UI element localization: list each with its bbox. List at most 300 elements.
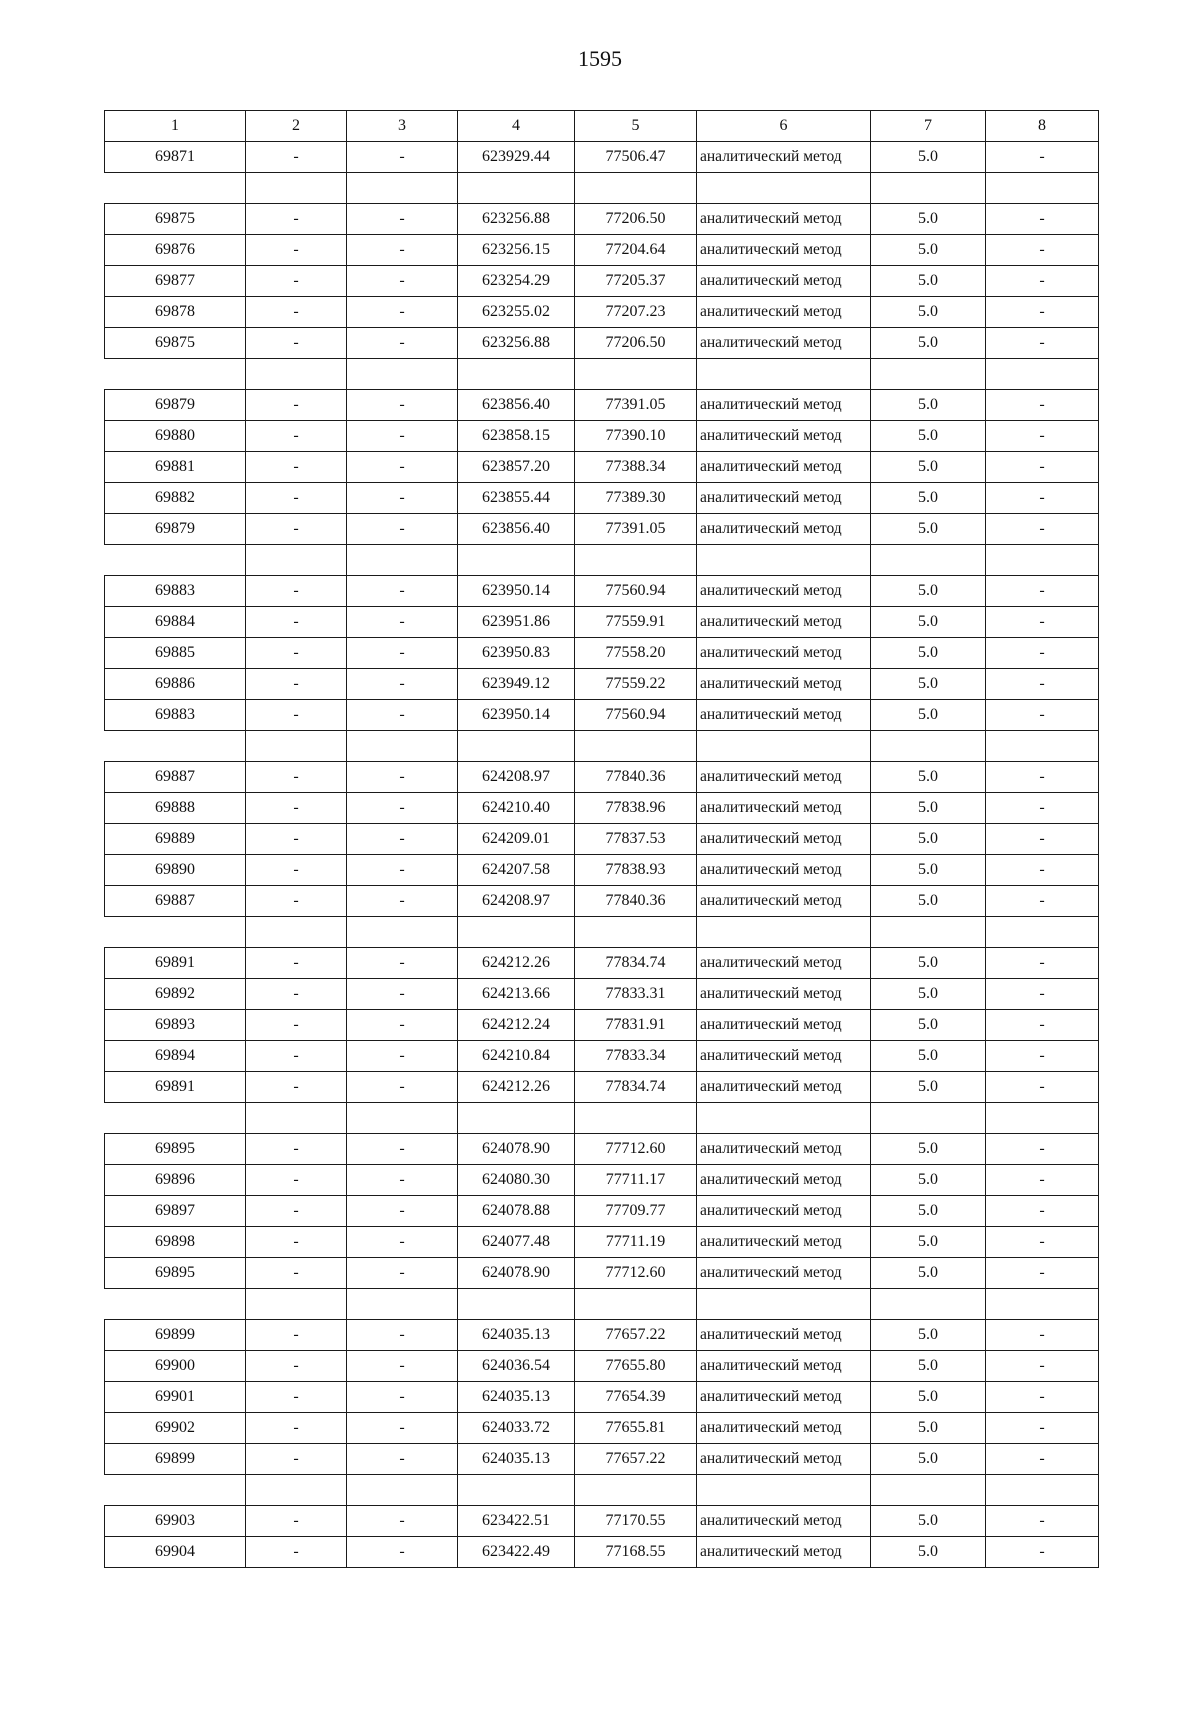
y-coordinate-cell: 77711.17 bbox=[575, 1165, 697, 1196]
y-coordinate-cell: 77834.74 bbox=[575, 1072, 697, 1103]
col2-cell: - bbox=[246, 793, 347, 824]
col3-cell: - bbox=[347, 855, 458, 886]
table-row bbox=[105, 1196, 1099, 1227]
empty-cell bbox=[458, 1475, 575, 1506]
col3-cell: - bbox=[347, 1227, 458, 1258]
table-row bbox=[105, 979, 1099, 1010]
col3-cell: - bbox=[347, 204, 458, 235]
x-coordinate-cell: 623256.88 bbox=[458, 204, 575, 235]
col3-cell: - bbox=[347, 948, 458, 979]
col8-cell: - bbox=[986, 1258, 1099, 1289]
col2-cell: - bbox=[246, 1537, 347, 1568]
empty-cell bbox=[105, 917, 246, 948]
column-header: 6 bbox=[697, 111, 871, 142]
y-coordinate-cell: 77206.50 bbox=[575, 328, 697, 359]
point-number-cell: 69879 bbox=[105, 514, 246, 545]
col2-cell: - bbox=[246, 1444, 347, 1475]
group-separator-row bbox=[105, 1475, 1099, 1506]
empty-cell bbox=[871, 173, 986, 204]
accuracy-cell: 5.0 bbox=[871, 948, 986, 979]
col2-cell: - bbox=[246, 1041, 347, 1072]
point-number-cell: 69887 bbox=[105, 762, 246, 793]
method-cell: аналитический метод bbox=[697, 1320, 871, 1351]
y-coordinate-cell: 77390.10 bbox=[575, 421, 697, 452]
col3-cell: - bbox=[347, 1413, 458, 1444]
x-coordinate-cell: 623256.15 bbox=[458, 235, 575, 266]
col8-cell: - bbox=[986, 421, 1099, 452]
point-number-cell: 69896 bbox=[105, 1165, 246, 1196]
col2-cell: - bbox=[246, 1351, 347, 1382]
point-number-cell: 69886 bbox=[105, 669, 246, 700]
col8-cell: - bbox=[986, 824, 1099, 855]
y-coordinate-cell: 77833.31 bbox=[575, 979, 697, 1010]
y-coordinate-cell: 77837.53 bbox=[575, 824, 697, 855]
col2-cell: - bbox=[246, 1413, 347, 1444]
y-coordinate-cell: 77654.39 bbox=[575, 1382, 697, 1413]
col3-cell: - bbox=[347, 1537, 458, 1568]
col2-cell: - bbox=[246, 204, 347, 235]
empty-cell bbox=[347, 1289, 458, 1320]
method-cell: аналитический метод bbox=[697, 328, 871, 359]
empty-cell bbox=[458, 1103, 575, 1134]
table-row bbox=[105, 948, 1099, 979]
col3-cell: - bbox=[347, 235, 458, 266]
col8-cell: - bbox=[986, 700, 1099, 731]
empty-cell bbox=[871, 545, 986, 576]
col8-cell: - bbox=[986, 607, 1099, 638]
empty-cell bbox=[246, 1289, 347, 1320]
method-cell: аналитический метод bbox=[697, 1041, 871, 1072]
col8-cell: - bbox=[986, 1382, 1099, 1413]
col2-cell: - bbox=[246, 142, 347, 173]
accuracy-cell: 5.0 bbox=[871, 297, 986, 328]
col3-cell: - bbox=[347, 576, 458, 607]
x-coordinate-cell: 623950.14 bbox=[458, 700, 575, 731]
group-separator-row bbox=[105, 359, 1099, 390]
col8-cell: - bbox=[986, 1351, 1099, 1382]
x-coordinate-cell: 623858.15 bbox=[458, 421, 575, 452]
col2-cell: - bbox=[246, 1010, 347, 1041]
group-separator-row bbox=[105, 731, 1099, 762]
table-row bbox=[105, 204, 1099, 235]
x-coordinate-cell: 624035.13 bbox=[458, 1320, 575, 1351]
accuracy-cell: 5.0 bbox=[871, 638, 986, 669]
empty-cell bbox=[347, 359, 458, 390]
x-coordinate-cell: 624078.90 bbox=[458, 1258, 575, 1289]
col2-cell: - bbox=[246, 638, 347, 669]
point-number-cell: 69876 bbox=[105, 235, 246, 266]
x-coordinate-cell: 623949.12 bbox=[458, 669, 575, 700]
empty-cell bbox=[105, 1103, 246, 1134]
col2-cell: - bbox=[246, 1320, 347, 1351]
y-coordinate-cell: 77655.81 bbox=[575, 1413, 697, 1444]
col8-cell: - bbox=[986, 1134, 1099, 1165]
col8-cell: - bbox=[986, 855, 1099, 886]
col2-cell: - bbox=[246, 1227, 347, 1258]
col3-cell: - bbox=[347, 514, 458, 545]
point-number-cell: 69891 bbox=[105, 948, 246, 979]
point-number-cell: 69901 bbox=[105, 1382, 246, 1413]
method-cell: аналитический метод bbox=[697, 700, 871, 731]
col2-cell: - bbox=[246, 421, 347, 452]
col3-cell: - bbox=[347, 886, 458, 917]
col2-cell: - bbox=[246, 328, 347, 359]
col8-cell: - bbox=[986, 1072, 1099, 1103]
col2-cell: - bbox=[246, 669, 347, 700]
table-row bbox=[105, 390, 1099, 421]
col8-cell: - bbox=[986, 1413, 1099, 1444]
col3-cell: - bbox=[347, 1072, 458, 1103]
y-coordinate-cell: 77840.36 bbox=[575, 886, 697, 917]
col3-cell: - bbox=[347, 390, 458, 421]
point-number-cell: 69888 bbox=[105, 793, 246, 824]
col3-cell: - bbox=[347, 1258, 458, 1289]
col8-cell: - bbox=[986, 793, 1099, 824]
col2-cell: - bbox=[246, 1196, 347, 1227]
table-row bbox=[105, 1351, 1099, 1382]
table-row bbox=[105, 1134, 1099, 1165]
method-cell: аналитический метод bbox=[697, 204, 871, 235]
method-cell: аналитический метод bbox=[697, 390, 871, 421]
point-number-cell: 69895 bbox=[105, 1134, 246, 1165]
method-cell: аналитический метод bbox=[697, 824, 871, 855]
col8-cell: - bbox=[986, 1041, 1099, 1072]
col2-cell: - bbox=[246, 1382, 347, 1413]
col2-cell: - bbox=[246, 1165, 347, 1196]
col2-cell: - bbox=[246, 607, 347, 638]
empty-cell bbox=[458, 1289, 575, 1320]
point-number-cell: 69899 bbox=[105, 1320, 246, 1351]
col3-cell: - bbox=[347, 793, 458, 824]
accuracy-cell: 5.0 bbox=[871, 1258, 986, 1289]
col3-cell: - bbox=[347, 328, 458, 359]
method-cell: аналитический метод bbox=[697, 514, 871, 545]
table-row bbox=[105, 483, 1099, 514]
col3-cell: - bbox=[347, 266, 458, 297]
point-number-cell: 69897 bbox=[105, 1196, 246, 1227]
column-header: 8 bbox=[986, 111, 1099, 142]
table-row bbox=[105, 793, 1099, 824]
col2-cell: - bbox=[246, 297, 347, 328]
empty-cell bbox=[871, 731, 986, 762]
empty-cell bbox=[697, 359, 871, 390]
point-number-cell: 69891 bbox=[105, 1072, 246, 1103]
table-row bbox=[105, 700, 1099, 731]
col8-cell: - bbox=[986, 669, 1099, 700]
col8-cell: - bbox=[986, 328, 1099, 359]
col2-cell: - bbox=[246, 483, 347, 514]
col3-cell: - bbox=[347, 700, 458, 731]
x-coordinate-cell: 624208.97 bbox=[458, 886, 575, 917]
method-cell: аналитический метод bbox=[697, 669, 871, 700]
empty-cell bbox=[246, 731, 347, 762]
table-row bbox=[105, 1537, 1099, 1568]
method-cell: аналитический метод bbox=[697, 1382, 871, 1413]
x-coordinate-cell: 624078.90 bbox=[458, 1134, 575, 1165]
method-cell: аналитический метод bbox=[697, 1537, 871, 1568]
accuracy-cell: 5.0 bbox=[871, 669, 986, 700]
col8-cell: - bbox=[986, 142, 1099, 173]
x-coordinate-cell: 623929.44 bbox=[458, 142, 575, 173]
point-number-cell: 69883 bbox=[105, 576, 246, 607]
col8-cell: - bbox=[986, 979, 1099, 1010]
accuracy-cell: 5.0 bbox=[871, 1382, 986, 1413]
empty-cell bbox=[458, 545, 575, 576]
x-coordinate-cell: 624077.48 bbox=[458, 1227, 575, 1258]
x-coordinate-cell: 623950.83 bbox=[458, 638, 575, 669]
y-coordinate-cell: 77206.50 bbox=[575, 204, 697, 235]
y-coordinate-cell: 77391.05 bbox=[575, 514, 697, 545]
col2-cell: - bbox=[246, 576, 347, 607]
table-row bbox=[105, 1506, 1099, 1537]
accuracy-cell: 5.0 bbox=[871, 576, 986, 607]
col2-cell: - bbox=[246, 1506, 347, 1537]
empty-cell bbox=[986, 359, 1099, 390]
y-coordinate-cell: 77389.30 bbox=[575, 483, 697, 514]
col8-cell: - bbox=[986, 576, 1099, 607]
x-coordinate-cell: 624033.72 bbox=[458, 1413, 575, 1444]
empty-cell bbox=[697, 173, 871, 204]
empty-cell bbox=[575, 917, 697, 948]
x-coordinate-cell: 624207.58 bbox=[458, 855, 575, 886]
table-row bbox=[105, 235, 1099, 266]
table-row bbox=[105, 297, 1099, 328]
col3-cell: - bbox=[347, 1320, 458, 1351]
table-row bbox=[105, 669, 1099, 700]
point-number-cell: 69887 bbox=[105, 886, 246, 917]
x-coordinate-cell: 624213.66 bbox=[458, 979, 575, 1010]
empty-cell bbox=[246, 1475, 347, 1506]
method-cell: аналитический метод bbox=[697, 1506, 871, 1537]
empty-cell bbox=[347, 173, 458, 204]
method-cell: аналитический метод bbox=[697, 793, 871, 824]
point-number-cell: 69895 bbox=[105, 1258, 246, 1289]
point-number-cell: 69875 bbox=[105, 204, 246, 235]
column-header: 2 bbox=[246, 111, 347, 142]
method-cell: аналитический метод bbox=[697, 1258, 871, 1289]
point-number-cell: 69900 bbox=[105, 1351, 246, 1382]
col2-cell: - bbox=[246, 824, 347, 855]
x-coordinate-cell: 623856.40 bbox=[458, 390, 575, 421]
empty-cell bbox=[871, 359, 986, 390]
col8-cell: - bbox=[986, 390, 1099, 421]
y-coordinate-cell: 77831.91 bbox=[575, 1010, 697, 1041]
y-coordinate-cell: 77558.20 bbox=[575, 638, 697, 669]
table-row bbox=[105, 1320, 1099, 1351]
empty-cell bbox=[871, 1103, 986, 1134]
x-coordinate-cell: 623254.29 bbox=[458, 266, 575, 297]
empty-cell bbox=[871, 1289, 986, 1320]
col2-cell: - bbox=[246, 514, 347, 545]
header-row bbox=[105, 111, 1099, 142]
col2-cell: - bbox=[246, 1258, 347, 1289]
col2-cell: - bbox=[246, 886, 347, 917]
x-coordinate-cell: 623255.02 bbox=[458, 297, 575, 328]
point-number-cell: 69904 bbox=[105, 1537, 246, 1568]
point-number-cell: 69893 bbox=[105, 1010, 246, 1041]
x-coordinate-cell: 623950.14 bbox=[458, 576, 575, 607]
method-cell: аналитический метод bbox=[697, 1444, 871, 1475]
col8-cell: - bbox=[986, 886, 1099, 917]
y-coordinate-cell: 77838.93 bbox=[575, 855, 697, 886]
col8-cell: - bbox=[986, 266, 1099, 297]
col2-cell: - bbox=[246, 452, 347, 483]
empty-cell bbox=[575, 731, 697, 762]
column-header: 1 bbox=[105, 111, 246, 142]
col8-cell: - bbox=[986, 1506, 1099, 1537]
x-coordinate-cell: 624212.26 bbox=[458, 1072, 575, 1103]
col8-cell: - bbox=[986, 1537, 1099, 1568]
col2-cell: - bbox=[246, 948, 347, 979]
method-cell: аналитический метод bbox=[697, 452, 871, 483]
method-cell: аналитический метод bbox=[697, 142, 871, 173]
table-row bbox=[105, 1165, 1099, 1196]
accuracy-cell: 5.0 bbox=[871, 762, 986, 793]
accuracy-cell: 5.0 bbox=[871, 979, 986, 1010]
col3-cell: - bbox=[347, 297, 458, 328]
empty-cell bbox=[105, 1289, 246, 1320]
method-cell: аналитический метод bbox=[697, 421, 871, 452]
accuracy-cell: 5.0 bbox=[871, 700, 986, 731]
point-number-cell: 69883 bbox=[105, 700, 246, 731]
empty-cell bbox=[458, 359, 575, 390]
col2-cell: - bbox=[246, 266, 347, 297]
table-row bbox=[105, 514, 1099, 545]
y-coordinate-cell: 77204.64 bbox=[575, 235, 697, 266]
point-number-cell: 69877 bbox=[105, 266, 246, 297]
col3-cell: - bbox=[347, 824, 458, 855]
accuracy-cell: 5.0 bbox=[871, 1506, 986, 1537]
point-number-cell: 69890 bbox=[105, 855, 246, 886]
method-cell: аналитический метод bbox=[697, 948, 871, 979]
method-cell: аналитический метод bbox=[697, 638, 871, 669]
point-number-cell: 69902 bbox=[105, 1413, 246, 1444]
y-coordinate-cell: 77506.47 bbox=[575, 142, 697, 173]
y-coordinate-cell: 77838.96 bbox=[575, 793, 697, 824]
y-coordinate-cell: 77168.55 bbox=[575, 1537, 697, 1568]
col3-cell: - bbox=[347, 1134, 458, 1165]
col3-cell: - bbox=[347, 1351, 458, 1382]
empty-cell bbox=[697, 1289, 871, 1320]
x-coordinate-cell: 624078.88 bbox=[458, 1196, 575, 1227]
point-number-cell: 69892 bbox=[105, 979, 246, 1010]
x-coordinate-cell: 624210.40 bbox=[458, 793, 575, 824]
empty-cell bbox=[575, 1475, 697, 1506]
method-cell: аналитический метод bbox=[697, 855, 871, 886]
group-separator-row bbox=[105, 917, 1099, 948]
col8-cell: - bbox=[986, 762, 1099, 793]
empty-cell bbox=[697, 1103, 871, 1134]
point-number-cell: 69878 bbox=[105, 297, 246, 328]
col3-cell: - bbox=[347, 1041, 458, 1072]
accuracy-cell: 5.0 bbox=[871, 855, 986, 886]
col2-cell: - bbox=[246, 762, 347, 793]
y-coordinate-cell: 77712.60 bbox=[575, 1258, 697, 1289]
col8-cell: - bbox=[986, 1165, 1099, 1196]
accuracy-cell: 5.0 bbox=[871, 1537, 986, 1568]
empty-cell bbox=[246, 545, 347, 576]
y-coordinate-cell: 77559.22 bbox=[575, 669, 697, 700]
accuracy-cell: 5.0 bbox=[871, 1444, 986, 1475]
method-cell: аналитический метод bbox=[697, 235, 871, 266]
col3-cell: - bbox=[347, 1382, 458, 1413]
table-row bbox=[105, 452, 1099, 483]
empty-cell bbox=[575, 545, 697, 576]
empty-cell bbox=[697, 1475, 871, 1506]
table-row bbox=[105, 607, 1099, 638]
col3-cell: - bbox=[347, 607, 458, 638]
col2-cell: - bbox=[246, 700, 347, 731]
accuracy-cell: 5.0 bbox=[871, 1165, 986, 1196]
x-coordinate-cell: 624080.30 bbox=[458, 1165, 575, 1196]
empty-cell bbox=[986, 173, 1099, 204]
col2-cell: - bbox=[246, 979, 347, 1010]
table-row bbox=[105, 1382, 1099, 1413]
table-row bbox=[105, 1072, 1099, 1103]
y-coordinate-cell: 77170.55 bbox=[575, 1506, 697, 1537]
y-coordinate-cell: 77833.34 bbox=[575, 1041, 697, 1072]
point-number-cell: 69884 bbox=[105, 607, 246, 638]
col8-cell: - bbox=[986, 638, 1099, 669]
column-header: 3 bbox=[347, 111, 458, 142]
table-row bbox=[105, 421, 1099, 452]
empty-cell bbox=[986, 545, 1099, 576]
y-coordinate-cell: 77655.80 bbox=[575, 1351, 697, 1382]
empty-cell bbox=[575, 173, 697, 204]
y-coordinate-cell: 77657.22 bbox=[575, 1320, 697, 1351]
col8-cell: - bbox=[986, 452, 1099, 483]
empty-cell bbox=[986, 731, 1099, 762]
empty-cell bbox=[246, 917, 347, 948]
empty-cell bbox=[347, 917, 458, 948]
point-number-cell: 69889 bbox=[105, 824, 246, 855]
column-header: 4 bbox=[458, 111, 575, 142]
x-coordinate-cell: 624036.54 bbox=[458, 1351, 575, 1382]
col8-cell: - bbox=[986, 948, 1099, 979]
empty-cell bbox=[871, 1475, 986, 1506]
accuracy-cell: 5.0 bbox=[871, 514, 986, 545]
table-row bbox=[105, 1258, 1099, 1289]
col3-cell: - bbox=[347, 1196, 458, 1227]
col3-cell: - bbox=[347, 452, 458, 483]
method-cell: аналитический метод bbox=[697, 979, 871, 1010]
empty-cell bbox=[575, 1103, 697, 1134]
method-cell: аналитический метод bbox=[697, 607, 871, 638]
table-row bbox=[105, 266, 1099, 297]
method-cell: аналитический метод bbox=[697, 886, 871, 917]
col8-cell: - bbox=[986, 1227, 1099, 1258]
accuracy-cell: 5.0 bbox=[871, 1227, 986, 1258]
y-coordinate-cell: 77712.60 bbox=[575, 1134, 697, 1165]
col3-cell: - bbox=[347, 1010, 458, 1041]
y-coordinate-cell: 77391.05 bbox=[575, 390, 697, 421]
accuracy-cell: 5.0 bbox=[871, 1320, 986, 1351]
y-coordinate-cell: 77711.19 bbox=[575, 1227, 697, 1258]
col2-cell: - bbox=[246, 855, 347, 886]
table-row bbox=[105, 142, 1099, 173]
table-row bbox=[105, 824, 1099, 855]
method-cell: аналитический метод bbox=[697, 762, 871, 793]
y-coordinate-cell: 77709.77 bbox=[575, 1196, 697, 1227]
empty-cell bbox=[871, 917, 986, 948]
empty-cell bbox=[458, 173, 575, 204]
method-cell: аналитический метод bbox=[697, 1413, 871, 1444]
method-cell: аналитический метод bbox=[697, 266, 871, 297]
accuracy-cell: 5.0 bbox=[871, 1134, 986, 1165]
x-coordinate-cell: 624212.24 bbox=[458, 1010, 575, 1041]
table-row bbox=[105, 1444, 1099, 1475]
accuracy-cell: 5.0 bbox=[871, 607, 986, 638]
